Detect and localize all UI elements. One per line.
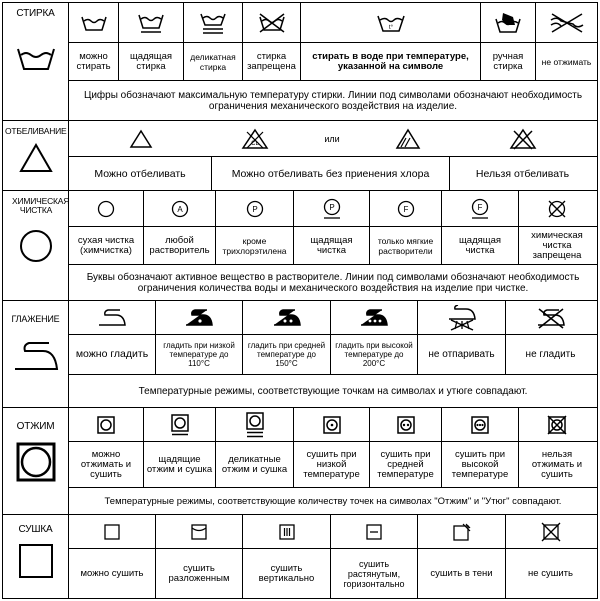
no-wring-icon-cell (536, 3, 597, 42)
no-wring-icon (547, 12, 587, 34)
care-symbols-chart (2, 2, 598, 599)
dryclean-a-icon-cell (144, 191, 216, 226)
section-bleach (3, 121, 597, 191)
delicate-wash-icon (200, 11, 226, 35)
dry-label: не сушить (528, 567, 573, 579)
dryclean-a-icon (171, 200, 189, 218)
delicate-spin-icon (246, 412, 264, 438)
gentle-wash-icon-cell (119, 3, 184, 42)
dry-shade-icon (453, 523, 471, 541)
dry-horizontal-icon (366, 524, 382, 540)
spin-note: Температурные режимы, соответствующие количеству точек на символах "Отжим" и "Утюг" совпадают. (104, 496, 562, 507)
gentle-dryclean-p-icon (322, 198, 342, 220)
category-iron (3, 301, 69, 407)
dryclean-note: Буквы обозначают активное вещество в растворителе. Линии под символами обозначают необходимость ограничения количества воды и механического воздействия на изделие при чистке. (86, 272, 580, 294)
category-title: ОТБЕЛИВАНИЕ (5, 126, 67, 136)
wash-label: ручная стирка (481, 43, 536, 80)
dryclean-p-icon-cell (216, 191, 294, 226)
iron-medium-icon-cell (243, 301, 331, 334)
wash-tub-icon (16, 45, 56, 71)
bleach-icon-cell (69, 121, 212, 156)
no-dry-icon-cell (506, 515, 595, 548)
temperature-wash-icon (376, 12, 406, 34)
dryclean-symbol-letter: F (477, 202, 483, 212)
section-spin (3, 408, 597, 515)
wash-icon (81, 14, 107, 32)
spin-label: сушить при низкой температуре (294, 442, 370, 487)
dryclean-p-icon (246, 200, 264, 218)
spin-label: деликатные отжим и сушка (216, 442, 294, 487)
category-title: ГЛАЖЕНИЕ (11, 314, 60, 324)
category-title: ХИМИЧЕСКАЯ ЧИСТКА (12, 196, 70, 215)
no-dryclean-icon (546, 198, 568, 220)
iron-note: Температурные режимы, соответствующие точкам на символах и утюге совпадают. (138, 386, 528, 397)
dryclean-symbol-letter: F (403, 204, 408, 214)
wash-label: стирать в воде при температуре, указанной на символе (301, 43, 481, 80)
dry-high-icon-cell (442, 408, 519, 441)
hand-wash-icon-cell (481, 3, 536, 42)
section-iron (3, 301, 597, 408)
bleach-label: Можно отбеливать (69, 157, 212, 191)
gentle-wash-icon (138, 12, 164, 34)
hand-wash-icon (494, 11, 522, 35)
spin-icon (97, 416, 115, 434)
iron-medium-icon (273, 309, 301, 327)
spin-label: нельзя отжимать и сушить (531, 448, 583, 480)
bleach-triangle-icon (19, 143, 53, 173)
delicate-spin-icon-cell (216, 408, 294, 441)
dryclean-label: сухая чистка (химчистка) (69, 227, 144, 264)
dry-label: сушить разложенным (156, 549, 243, 598)
dryclean-icon-cell (69, 191, 144, 226)
dryclean-label: щадящая чистка (442, 227, 519, 264)
no-iron-icon (536, 307, 566, 329)
no-wash-icon (258, 13, 286, 33)
no-bleach-icon-cell (450, 121, 595, 156)
iron-label: можно гладить (69, 335, 156, 374)
category-spin (3, 408, 69, 514)
non-chlorine-bleach-icon-a (241, 128, 269, 150)
category-wash (3, 3, 69, 120)
gentle-dryclean-f-icon (470, 198, 490, 220)
dryclean-symbol-letter: A (176, 204, 183, 214)
dry-label: сушить вертикально (243, 549, 331, 598)
dry-label: можно сушить (69, 549, 156, 598)
dry-icon-cell (69, 515, 156, 548)
wash-label: можно стирать (69, 43, 119, 80)
dryclean-label: только мягкие растворители (370, 227, 442, 264)
no-dryclean-icon-cell (519, 191, 595, 226)
dry-label: сушить в тени (418, 549, 506, 598)
category-dry (3, 515, 69, 598)
dry-label: сушить растянутым, горизонтально (331, 549, 418, 598)
svg-text:t°: t° (388, 24, 393, 31)
dryclean-icon (97, 200, 115, 218)
iron-label: не гладить (525, 348, 576, 360)
dry-flat-icon-cell (156, 515, 243, 548)
iron-label: не отпаривать (418, 335, 506, 374)
dryclean-label: любой растворитель (144, 227, 216, 264)
dry-flat-icon (191, 524, 207, 540)
iron-small-icon (98, 309, 126, 327)
no-spin-icon (547, 415, 567, 435)
no-spin-icon-cell (519, 408, 595, 441)
wash-label: деликатная стирка (184, 43, 243, 80)
bleach-label: Нельзя отбеливать (475, 168, 570, 180)
dryclean-label: химическая чистка запрещена (531, 229, 583, 261)
spin-label: щадящие отжим и сушка (144, 442, 216, 487)
iron-low-icon-cell (156, 301, 243, 334)
iron-icon-cell (69, 301, 156, 334)
no-steam-icon (447, 305, 477, 331)
dry-low-icon (323, 416, 341, 434)
no-wash-icon-cell (243, 3, 301, 42)
category-title: СТИРКА (16, 8, 55, 19)
non-chlorine-bleach-icons-cell (212, 121, 450, 156)
dry-medium-icon-cell (370, 408, 442, 441)
or-word: или (324, 133, 340, 144)
dry-icon (104, 524, 120, 540)
wash-icon-cell (69, 3, 119, 42)
section-dryclean (3, 191, 597, 301)
dryclean-f-icon-cell (370, 191, 442, 226)
gentle-dryclean-p-icon-cell (294, 191, 370, 226)
dryclean-f-icon (397, 200, 415, 218)
dryclean-circle-icon (19, 229, 53, 263)
dry-low-icon-cell (294, 408, 370, 441)
gentle-dryclean-f-icon-cell (442, 191, 519, 226)
dry-horizontal-icon-cell (331, 515, 418, 548)
drip-dry-icon-cell (243, 515, 331, 548)
category-title: ОТЖИМ (16, 421, 55, 432)
dryclean-symbol-letter: P (328, 202, 335, 212)
spin-label: сушить при средней температуре (370, 442, 442, 487)
wash-label: не отжимать (541, 56, 592, 67)
no-bleach-icon (509, 128, 537, 150)
section-dry (3, 515, 597, 598)
drip-dry-icon (279, 524, 295, 540)
bleach-label: Можно отбеливать без приенения хлора (212, 157, 450, 191)
dry-high-icon (471, 416, 489, 434)
dry-shade-icon-cell (418, 515, 506, 548)
section-wash (3, 3, 597, 121)
iron-label: гладить при средней температуре до 150°C (243, 335, 331, 374)
svg-text:CL: CL (251, 140, 260, 147)
iron-label: гладить при высокой температуре до 200°C (331, 335, 418, 374)
non-chlorine-bleach-icon-b (395, 128, 421, 150)
iron-low-icon (185, 309, 213, 327)
dry-medium-icon (397, 416, 415, 434)
no-dry-icon (541, 522, 561, 542)
category-title: СУШКА (18, 524, 53, 535)
dry-square-icon (18, 543, 54, 579)
delicate-wash-icon-cell (184, 3, 243, 42)
dryclean-label: щадящая чистка (294, 227, 370, 264)
temp-wash-icon-cell (301, 3, 481, 42)
tumble-dry-icon (16, 442, 56, 482)
gentle-spin-icon (171, 414, 189, 436)
iron-high-icon-cell (331, 301, 418, 334)
dryclean-label: кроме трихлорэтилена (216, 227, 294, 264)
wash-label: стирка запрещена (243, 43, 301, 80)
wash-label: щадящая стирка (119, 43, 184, 80)
category-dryclean (3, 191, 69, 300)
spin-label: сушить при высокой температуре (442, 442, 519, 487)
dryclean-symbol-letter: P (251, 204, 258, 214)
bleach-icon (129, 129, 153, 149)
no-steam-icon-cell (418, 301, 506, 334)
iron-icon (13, 341, 59, 371)
iron-high-icon (360, 309, 388, 327)
iron-label: гладить при низкой температуре до 110°C (156, 335, 243, 374)
gentle-spin-icon-cell (144, 408, 216, 441)
spin-label: можно отжимать и сушить (69, 442, 144, 487)
no-iron-icon-cell (506, 301, 595, 334)
wash-note: Цифры обозначают максимальную температуру стирки. Линии под символами обозначают необходимость ограничения механического воздействия на изделие. (83, 90, 583, 112)
category-bleach (3, 121, 69, 190)
spin-icon-cell (69, 408, 144, 441)
